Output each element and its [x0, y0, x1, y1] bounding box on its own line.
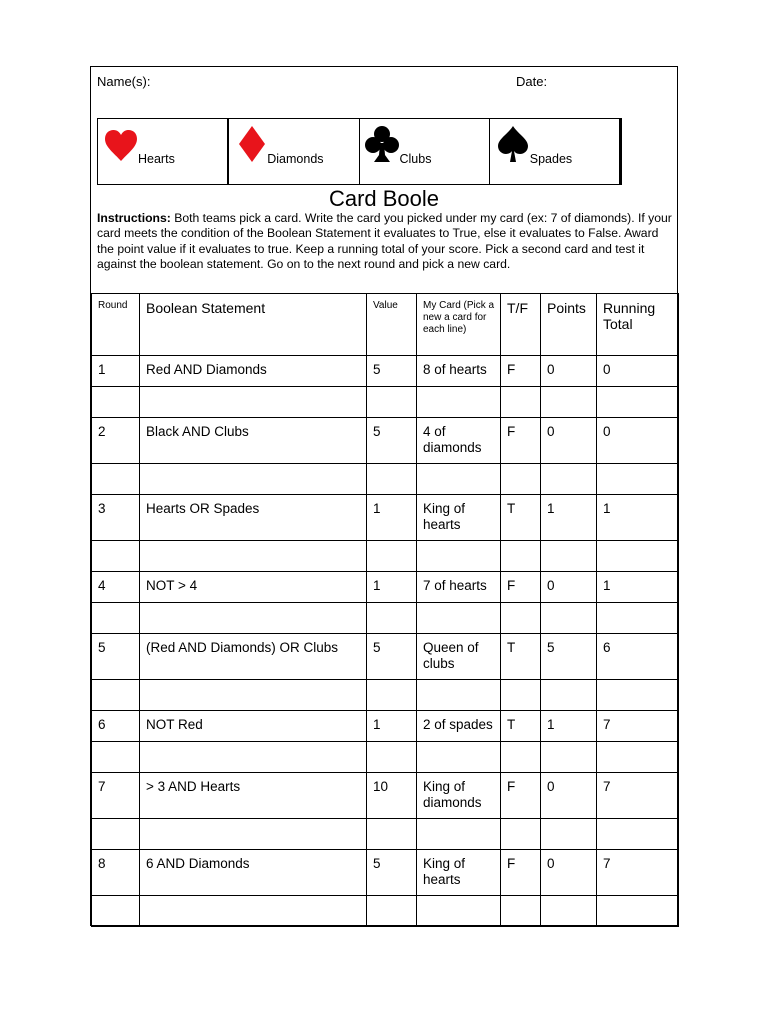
score-table — [91, 293, 679, 927]
blank-row — [92, 464, 679, 495]
blank-cell[interactable] — [541, 680, 597, 711]
blank-cell[interactable] — [140, 896, 367, 927]
blank-cell[interactable] — [140, 603, 367, 634]
suit-spades — [490, 119, 621, 184]
suit-label-spades: Spades — [529, 152, 573, 166]
cell-value: 10 — [367, 773, 417, 819]
table-row — [92, 495, 679, 541]
blank-cell[interactable] — [140, 541, 367, 572]
blank-cell[interactable] — [140, 680, 367, 711]
blank-cell[interactable] — [597, 464, 679, 495]
blank-cell[interactable] — [597, 541, 679, 572]
header-statement: Boolean Statement — [140, 294, 367, 356]
cell-card: 2 of spades — [417, 711, 501, 742]
blank-cell[interactable] — [541, 387, 597, 418]
blank-cell[interactable] — [367, 464, 417, 495]
blank-cell[interactable] — [597, 819, 679, 850]
blank-row — [92, 603, 679, 634]
blank-cell[interactable] — [92, 603, 140, 634]
blank-cell[interactable] — [597, 603, 679, 634]
cell-tf: F — [501, 356, 541, 387]
blank-cell[interactable] — [92, 387, 140, 418]
blank-cell[interactable] — [541, 603, 597, 634]
blank-cell[interactable] — [597, 680, 679, 711]
cell-points: 1 — [541, 711, 597, 742]
blank-cell[interactable] — [367, 819, 417, 850]
blank-cell[interactable] — [501, 819, 541, 850]
date-label: Date: — [516, 74, 548, 89]
blank-cell[interactable] — [140, 819, 367, 850]
names-label: Name(s): — [97, 74, 151, 89]
blank-cell[interactable] — [367, 541, 417, 572]
blank-cell[interactable] — [92, 464, 140, 495]
cell-round: 3 — [92, 495, 140, 541]
blank-cell[interactable] — [417, 387, 501, 418]
cell-total: 7 — [597, 711, 679, 742]
header-value: Value — [367, 294, 417, 356]
cell-card: 4 of diamonds — [417, 418, 501, 464]
table-row — [92, 418, 679, 464]
cell-tf: T — [501, 711, 541, 742]
spade-icon — [496, 125, 530, 163]
blank-cell[interactable] — [597, 387, 679, 418]
cell-card: King of diamonds — [417, 773, 501, 819]
blank-row — [92, 819, 679, 850]
blank-cell[interactable] — [501, 896, 541, 927]
cell-statement: Black AND Clubs — [140, 418, 367, 464]
cell-tf: F — [501, 850, 541, 896]
blank-cell[interactable] — [501, 464, 541, 495]
blank-cell[interactable] — [541, 464, 597, 495]
header-points: Points — [541, 294, 597, 356]
blank-cell[interactable] — [92, 819, 140, 850]
suit-label-diamonds: Diamonds — [267, 152, 324, 166]
cell-value: 5 — [367, 634, 417, 680]
blank-cell[interactable] — [501, 680, 541, 711]
cell-round: 6 — [92, 711, 140, 742]
cell-total: 0 — [597, 418, 679, 464]
cell-tf: F — [501, 572, 541, 603]
blank-cell[interactable] — [417, 896, 501, 927]
cell-card: Queen of clubs — [417, 634, 501, 680]
blank-cell[interactable] — [597, 742, 679, 773]
cell-total: 1 — [597, 572, 679, 603]
diamond-icon — [237, 125, 267, 163]
cell-statement: Hearts OR Spades — [140, 495, 367, 541]
suit-legend — [97, 118, 622, 185]
table-row — [92, 711, 679, 742]
cell-tf: T — [501, 495, 541, 541]
cell-total: 6 — [597, 634, 679, 680]
cell-points: 5 — [541, 634, 597, 680]
blank-row — [92, 680, 679, 711]
cell-points: 1 — [541, 495, 597, 541]
cell-statement: (Red AND Diamonds) OR Clubs — [140, 634, 367, 680]
blank-cell[interactable] — [367, 742, 417, 773]
blank-cell[interactable] — [501, 387, 541, 418]
cell-value: 1 — [367, 495, 417, 541]
blank-cell[interactable] — [417, 603, 501, 634]
blank-cell[interactable] — [140, 387, 367, 418]
blank-cell[interactable] — [140, 742, 367, 773]
table-row — [92, 356, 679, 387]
blank-cell[interactable] — [597, 896, 679, 927]
blank-cell[interactable] — [367, 603, 417, 634]
table-row — [92, 850, 679, 896]
blank-cell[interactable] — [501, 541, 541, 572]
cell-round: 5 — [92, 634, 140, 680]
cell-card: 7 of hearts — [417, 572, 501, 603]
cell-round: 4 — [92, 572, 140, 603]
blank-cell[interactable] — [501, 742, 541, 773]
cell-total: 0 — [597, 356, 679, 387]
cell-total: 1 — [597, 495, 679, 541]
cell-value: 1 — [367, 711, 417, 742]
blank-cell[interactable] — [92, 680, 140, 711]
header-my-card: My Card (Pick a new a card for each line) — [417, 294, 501, 356]
heart-icon — [104, 129, 138, 163]
cell-round: 2 — [92, 418, 140, 464]
blank-cell[interactable] — [541, 819, 597, 850]
suit-diamonds — [229, 119, 359, 184]
blank-cell[interactable] — [501, 603, 541, 634]
header-running-total: Running Total — [597, 294, 679, 356]
cell-points: 0 — [541, 773, 597, 819]
cell-statement: NOT Red — [140, 711, 367, 742]
blank-row — [92, 742, 679, 773]
table-row — [92, 572, 679, 603]
cell-total: 7 — [597, 850, 679, 896]
cell-statement: 6 AND Diamonds — [140, 850, 367, 896]
club-icon — [364, 125, 400, 163]
cell-card: King of hearts — [417, 850, 501, 896]
cell-value: 5 — [367, 418, 417, 464]
cell-round: 1 — [92, 356, 140, 387]
header-tf: T/F — [501, 294, 541, 356]
blank-cell[interactable] — [92, 896, 140, 927]
blank-cell[interactable] — [417, 742, 501, 773]
cell-round: 8 — [92, 850, 140, 896]
instructions — [97, 211, 673, 272]
cell-tf: F — [501, 418, 541, 464]
table-row — [92, 634, 679, 680]
header-round: Round — [92, 294, 140, 356]
cell-points: 0 — [541, 850, 597, 896]
blank-cell[interactable] — [417, 464, 501, 495]
blank-cell[interactable] — [541, 742, 597, 773]
cell-statement: Red AND Diamonds — [140, 356, 367, 387]
suit-label-hearts: Hearts — [138, 152, 175, 166]
blank-cell[interactable] — [541, 541, 597, 572]
cell-value: 5 — [367, 850, 417, 896]
page-title: Card Boole — [328, 186, 440, 211]
blank-cell[interactable] — [417, 819, 501, 850]
blank-cell[interactable] — [92, 742, 140, 773]
suit-hearts — [98, 119, 229, 184]
cell-round: 7 — [92, 773, 140, 819]
blank-cell[interactable] — [367, 680, 417, 711]
cell-statement: > 3 AND Hearts — [140, 773, 367, 819]
blank-cell[interactable] — [417, 541, 501, 572]
cell-points: 0 — [541, 356, 597, 387]
blank-cell[interactable] — [367, 896, 417, 927]
cell-tf: T — [501, 634, 541, 680]
blank-cell[interactable] — [92, 541, 140, 572]
cell-value: 5 — [367, 356, 417, 387]
suit-label-clubs: Clubs — [399, 152, 432, 166]
table-row — [92, 773, 679, 819]
cell-tf: F — [501, 773, 541, 819]
cell-total: 7 — [597, 773, 679, 819]
cell-points: 0 — [541, 418, 597, 464]
cell-statement: NOT > 4 — [140, 572, 367, 603]
cell-points: 0 — [541, 572, 597, 603]
blank-cell[interactable] — [367, 387, 417, 418]
blank-row — [92, 387, 679, 418]
table-header-row — [92, 294, 679, 356]
blank-row — [92, 541, 679, 572]
cell-card: 8 of hearts — [417, 356, 501, 387]
blank-cell[interactable] — [140, 464, 367, 495]
blank-row — [92, 896, 679, 927]
blank-cell[interactable] — [417, 680, 501, 711]
suit-clubs — [360, 119, 490, 184]
blank-cell[interactable] — [541, 896, 597, 927]
cell-card: King of hearts — [417, 495, 501, 541]
cell-value: 1 — [367, 572, 417, 603]
instructions-text: Both teams pick a card. Write the card you picked under my card (ex: 7 of diamonds). If your card meets the condition of the Boolean Statement it evaluates to True, else it evaluates to False. Award the point value if it evaluates to true. Keep a running total of your score. Pick a second card and test it against the boolean statement. Go on to the next round and pick a new card. — [97, 211, 672, 271]
instructions-label: Instructions: — [97, 211, 171, 225]
